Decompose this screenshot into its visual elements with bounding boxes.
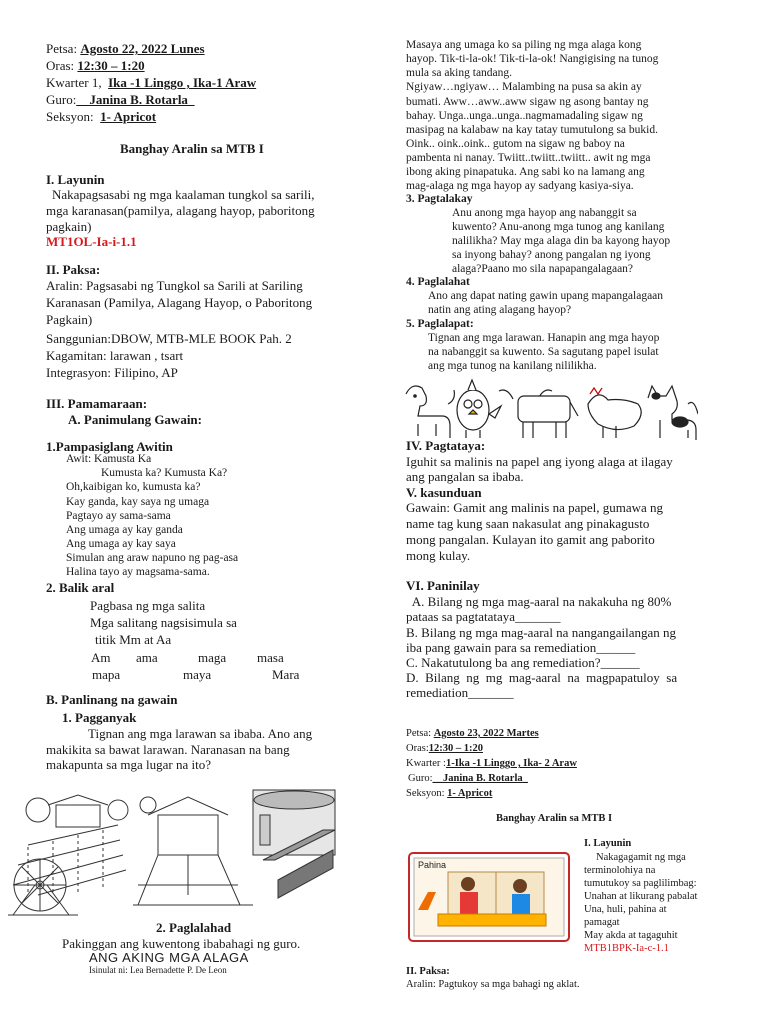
word: maya xyxy=(183,667,212,682)
story-title: ANG AKING MGA ALAGA xyxy=(89,950,249,965)
petsa-line: Petsa: Agosto 22, 2022 Lunes xyxy=(46,41,205,56)
word: ama xyxy=(136,650,158,665)
lesson-title: Banghay Aralin sa MTB I xyxy=(120,141,264,156)
story-line: bumati. Aww…aww..aww sigaw ng asong bantay ng xyxy=(406,96,649,108)
paglalahat-line: Ano ang dapat nating gawin upang mapangalagaan xyxy=(428,290,664,302)
places-illustration xyxy=(8,785,338,917)
pagtalakay-line: alaga?Paano mo sila napapangalagaan? xyxy=(452,263,634,275)
oras-line: Oras: 12:30 – 1:20 xyxy=(46,58,145,73)
kasunduan-line: name tag kung saan nakasulat ang pinakagusto xyxy=(406,516,650,531)
kagamitan-line: Kagamitan: larawan , tsart xyxy=(46,348,184,363)
layunin-line: mga karanasan(pamilya, alagang hayop, paboritong xyxy=(46,203,315,218)
pagganyak-heading: 1. Pagganyak xyxy=(62,710,137,725)
song-line: Halina tayo ay magsama-sama. xyxy=(66,566,210,578)
book-illustration xyxy=(408,852,570,942)
day2-petsa-line: Petsa: Agosto 23, 2022 Martes xyxy=(406,728,539,739)
seksyon-line: Seksyon: 1- Apricot xyxy=(46,109,157,124)
paglalapat-line: ang mga tunog na kanilang nililikha. xyxy=(428,360,597,372)
paksa-line: Pagkain) xyxy=(46,312,93,327)
paninilay-line: iba pang gawain para sa remediation______ xyxy=(406,640,636,655)
kasunduan-heading: V. kasunduan xyxy=(406,485,482,500)
integrasyon-line: Integrasyon: Filipino, AP xyxy=(46,365,178,380)
carabao-image xyxy=(499,390,578,438)
song-line: Kumusta ka? Kumusta Ka? xyxy=(101,467,228,479)
song-line: Ang umaga ay kay saya xyxy=(66,538,176,550)
day2-oras-line: Oras:12:30 – 1:20 xyxy=(406,743,483,754)
balik-heading: 2. Balik aral xyxy=(46,580,115,595)
kasunduan-line: mong kulay. xyxy=(406,548,471,563)
day2-competency-code: MTB1BPK-Ia-c-1.1 xyxy=(584,943,669,954)
sanggunian-line: Sanggunian:DBOW, MTB-MLE BOOK Pah. 2 xyxy=(46,331,292,346)
day2-paksa-line: Aralin: Pagtukoy sa mga bahagi ng aklat. xyxy=(406,979,580,990)
paninilay-line: A. Bilang ng mga mag-aaral na nakakuha ng 80% xyxy=(406,594,672,609)
pagganyak-line: Tignan ang mga larawan sa ibaba. Ano ang xyxy=(88,726,313,741)
book-label: Pahina xyxy=(418,860,447,870)
paglalahat-heading: 4. Paglalahat xyxy=(406,276,470,288)
story-line: Masaya ang umaga ko sa piling ng mga alaga kong xyxy=(406,39,642,51)
panimulang-heading: A. Panimulang Gawain: xyxy=(68,412,202,427)
word: mapa xyxy=(92,667,121,682)
dog-image xyxy=(406,386,454,438)
layunin-line: Nakapagsasabi ng mga kaalaman tungkol sa sarili, xyxy=(52,187,315,202)
paninilay-line: B. Bilang ng mga mag-aaral na nangangailangan ng xyxy=(406,625,677,640)
layunin-heading: I. Layunin xyxy=(46,172,105,187)
day2-layunin-line: Unahan at likurang pabalat xyxy=(584,891,698,902)
animals-illustration xyxy=(398,374,698,440)
story-line: Oink.. oink..oink.. gutom na sigaw ng baboy na xyxy=(406,138,625,150)
day2-kwarter-line: Kwarter :1-Ika -1 Linggo , Ika- 2 Araw xyxy=(406,758,577,769)
pagtalakay-line: sa inyong bahay? anong pangalan ng iyong xyxy=(452,249,651,261)
pagtataya-line: Iguhit sa malinis na papel ang iyong alaga at ilagay xyxy=(406,454,673,469)
word: masa xyxy=(257,650,284,665)
paninilay-heading: VI. Paninilay xyxy=(406,578,480,593)
song-line: Ang umaga ay kay ganda xyxy=(66,524,183,536)
cat-image xyxy=(648,386,698,440)
balik-line: titik Mm at Aa xyxy=(95,632,172,647)
day2-paksa-heading: II. Paksa: xyxy=(406,966,450,977)
balik-line: Pagbasa ng mga salita xyxy=(90,598,206,613)
story-line: bahay. Unga..unga..unga..nagmamadaling sigaw ng xyxy=(406,110,643,122)
mall-image xyxy=(253,790,335,898)
paninilay-line: pataas sa pagtatataya_______ xyxy=(406,609,561,624)
story-line: masipag na kalabaw na kay tatay tumutulong sa bukid. xyxy=(406,124,658,136)
paglalahad-heading: 2. Paglalahad xyxy=(156,920,232,935)
pagtalakay-line: kuwento? Anu-anong mga tunog ang kanilang xyxy=(452,221,665,233)
paksa-heading: II. Paksa: xyxy=(46,262,101,277)
story-line: ibong aking pinapatuka. Ang sabi ko na lamang ang xyxy=(406,166,645,178)
day2-layunin-line: Una, huli, pahina at xyxy=(584,904,667,915)
pagtalakay-line: Anu anong mga hayop ang nabanggit sa xyxy=(452,207,637,219)
word: maga xyxy=(198,650,227,665)
pagganyak-line: makikita sa bawat larawan. Naranasan na bang xyxy=(46,742,290,757)
song-line: Pagtayo ay sama-sama xyxy=(66,510,171,522)
playground-image xyxy=(133,797,253,905)
kwarter-line: Kwarter 1, Ika -1 Linggo , Ika-1 Araw xyxy=(46,75,257,90)
paninilay-line: D. Bilang ng mg mag-aaral na magpapatuloy sa xyxy=(406,670,678,685)
paglalapat-line: Tignan ang mga larawan. Hanapin ang mga hayop xyxy=(428,332,660,344)
day2-layunin-line: Nakagagamit ng mga xyxy=(596,852,686,863)
day2-layunin-line: pamagat xyxy=(584,917,620,928)
day2-guro-line: Guro:__Janina B. Rotarla_ xyxy=(408,773,528,784)
story-line: pambenta ni nanay. Twiitt..twiitt..twiitt.. awit ng mga xyxy=(406,152,651,164)
pagganyak-line: makapunta sa mga lugar na ito? xyxy=(46,757,211,772)
paksa-line: Aralin: Pagsasabi ng Tungkol sa Sarili at Sariling xyxy=(46,278,303,293)
chicken-image xyxy=(588,388,641,438)
awitin-heading: 1.Pampasiglang Awitin xyxy=(46,439,173,454)
pamamaraan-heading: III. Pamamaraan: xyxy=(46,396,148,411)
story-author: Isinulat ni: Lea Bernadette P. De Leon xyxy=(89,965,227,975)
day2-layunin-heading: I. Layunin xyxy=(584,838,632,849)
paninilay-line: remediation_______ xyxy=(406,685,514,700)
day2-seksyon-line: Seksyon: 1- Apricot xyxy=(406,788,493,799)
story-line: hayop. Tik-ti-la-ok! Tik-ti-la-ok! Nangigising na tunog xyxy=(406,53,659,65)
story-line: mag-alaga ng mga hayop ay sadyang kasiya-siya. xyxy=(406,180,634,192)
story-line: mula sa aking tandang. xyxy=(406,67,513,79)
pagtataya-heading: IV. Pagtataya: xyxy=(406,438,486,453)
bird-image xyxy=(457,380,501,438)
story-line: Ngiyaw…ngiyaw… Malambing na pusa sa akin ay xyxy=(406,81,642,93)
paglalahat-line: natin ang ating alagang hayop? xyxy=(428,304,572,316)
song-line: Awit: Kamusta Ka xyxy=(66,453,152,465)
competency-code: MT1OL-Ia-i-1.1 xyxy=(46,234,137,249)
farm-image xyxy=(13,795,128,895)
paglalahad-line: Pakinggan ang kuwentong ibabahagi ng guro. xyxy=(62,936,301,951)
song-line: Kay ganda, kay saya ng umaga xyxy=(66,496,210,508)
day2-lesson-title: Banghay Aralin sa MTB I xyxy=(496,813,613,824)
song-line: Simulan ang araw napuno ng pag-asa xyxy=(66,552,239,564)
paglalapat-line: na nabanggit sa kuwento. Sa sagutang papel isulat xyxy=(428,346,659,358)
kasunduan-line: Gawain: Gamit ang malinis na papel, gumawa ng xyxy=(406,500,664,515)
panlinang-heading: B. Panlinang na gawain xyxy=(46,692,178,707)
balik-line: Mga salitang nagsisimula sa xyxy=(90,615,237,630)
paksa-line: Karanasan (Pamilya, Alagang Hayop, o Paboritong xyxy=(46,295,313,310)
day2-layunin-line: May akda at tagaguhit xyxy=(584,930,678,941)
guro-line: Guro:__Janina B. Rotarla_ xyxy=(46,92,195,107)
pagtalakay-line: nalilikha? May mga alaga din ba kayong hayop xyxy=(452,235,671,247)
layunin-line: pagkain) xyxy=(46,219,92,234)
day2-layunin-line: tumutukoy sa paglilimbag: xyxy=(584,878,697,889)
kasunduan-line: mong pangalan. Kulayan ito gamit ang paborito xyxy=(406,532,655,547)
word: Mara xyxy=(272,667,300,682)
day2-layunin-line: terminolohiya na xyxy=(584,865,656,876)
song-line: Oh,kaibigan ko, kumusta ka? xyxy=(66,481,201,493)
word: Am xyxy=(91,650,111,665)
pagtataya-line: ang pangalan sa ibaba. xyxy=(406,469,524,484)
paglalapat-heading: 5. Paglalapat: xyxy=(406,318,474,330)
pagtalakay-heading: 3. Pagtalakay xyxy=(406,193,473,205)
paninilay-line: C. Nakatutulong ba ang remediation?______ xyxy=(406,655,640,670)
